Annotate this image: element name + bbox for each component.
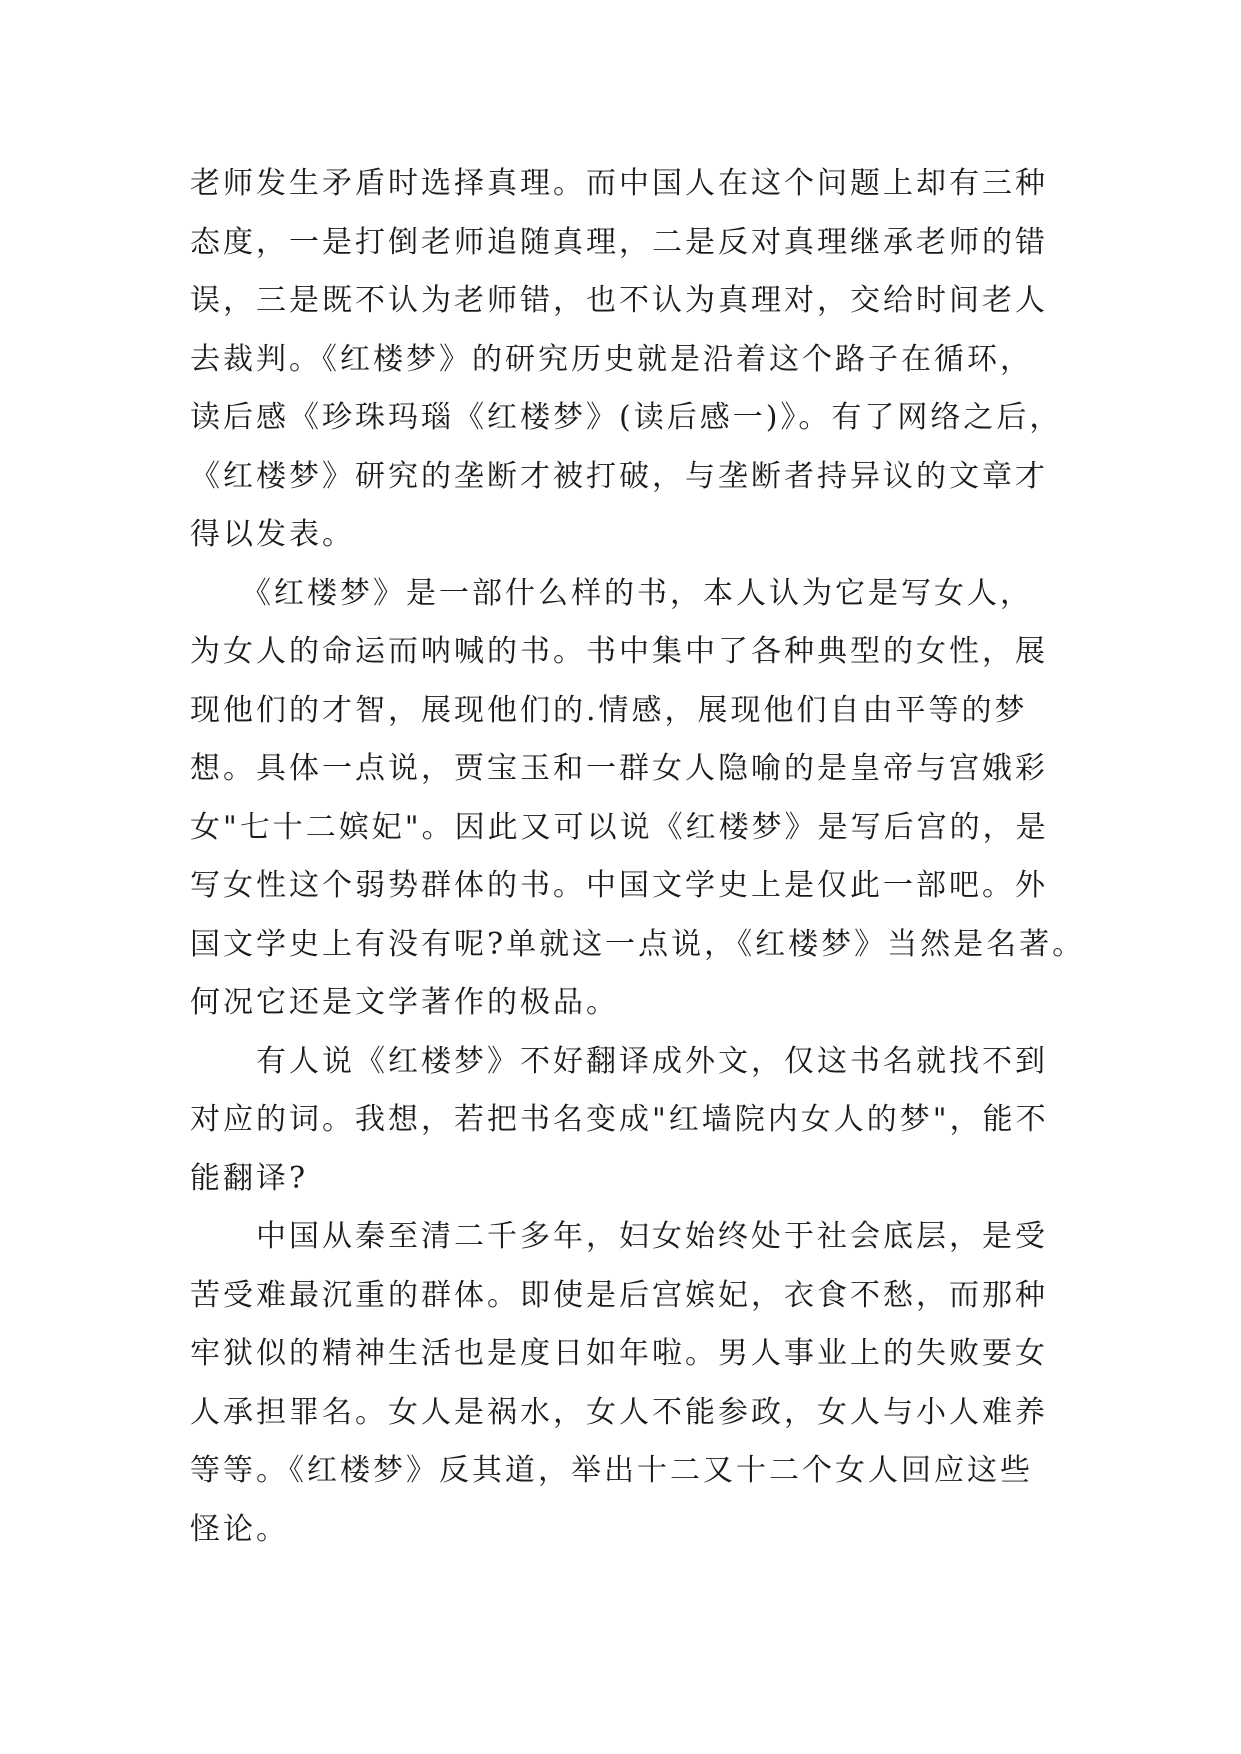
- text-line: 态度，一是打倒老师追随真理，二是反对真理继承老师的错: [190, 224, 1048, 260]
- body-text: [190, 155, 1090, 1559]
- text-line: 想。具体一点说，贾宝玉和一群女人隐喻的是皇帝与宫娥彩: [190, 751, 1048, 786]
- text-line: 能翻译?: [190, 1160, 309, 1196]
- text-line: 何况它还是文学著作的极品。: [190, 985, 619, 1020]
- text-line: 读后感《珍珠玛瑙《红楼梦》(读后感一)》。有了网络之后，: [190, 400, 1063, 435]
- text-line: 得以发表。: [190, 517, 355, 552]
- text-line: 牢狱似的精神生活也是度日如年啦。男人事业上的失败要女: [190, 1336, 1048, 1371]
- text-line: 去裁判。《红楼梦》的研究历史就是沿着这个路子在循环，: [190, 341, 1033, 377]
- text-line: 《红楼梦》研究的垄断才被打破，与垄断者持异议的文章才: [190, 458, 1048, 494]
- text-line: 误，三是既不认为老师错，也不认为真理对，交给时间老人: [190, 283, 1048, 318]
- text-line: 《红楼梦》是一部什么样的书，本人认为它是写女人，: [190, 575, 1033, 611]
- text-line: 现他们的才智，展现他们的.情感，展现他们自由平等的梦: [190, 692, 1028, 728]
- text-line: 国文学史上有没有呢?单就这一点说，《红楼梦》当然是名著。: [190, 926, 1086, 962]
- text-line: 苦受难最沉重的群体。即使是后宫嫔妃，衣食不愁，而那种: [190, 1277, 1048, 1313]
- text-line: 为女人的命运而呐喊的书。书中集中了各种典型的女性，展: [190, 634, 1048, 669]
- text-line: 写女性这个弱势群体的书。中国文学史上是仅此一部吧。外: [190, 868, 1048, 903]
- text-line: 老师发生矛盾时选择真理。而中国人在这个问题上却有三种: [190, 166, 1048, 201]
- text-line: 有人说《红楼梦》不好翻译成外文，仅这书名就找不到: [190, 1043, 1048, 1079]
- text-line: 等等。《红楼梦》反其道，举出十二又十二个女人回应这些: [190, 1453, 1033, 1488]
- text-line: 对应的词。我想，若把书名变成"红墙院内女人的梦"，能不: [190, 1102, 1049, 1137]
- text-line: 怪论。: [190, 1511, 289, 1547]
- text-line: 人承担罪名。女人是祸水，女人不能参政，女人与小人难养: [190, 1394, 1048, 1430]
- text-line: 女"七十二嫔妃"。因此又可以说《红楼梦》是写后宫的，是: [190, 809, 1049, 845]
- text-line: 中国从秦至清二千多年，妇女始终处于社会底层，是受: [190, 1219, 1048, 1254]
